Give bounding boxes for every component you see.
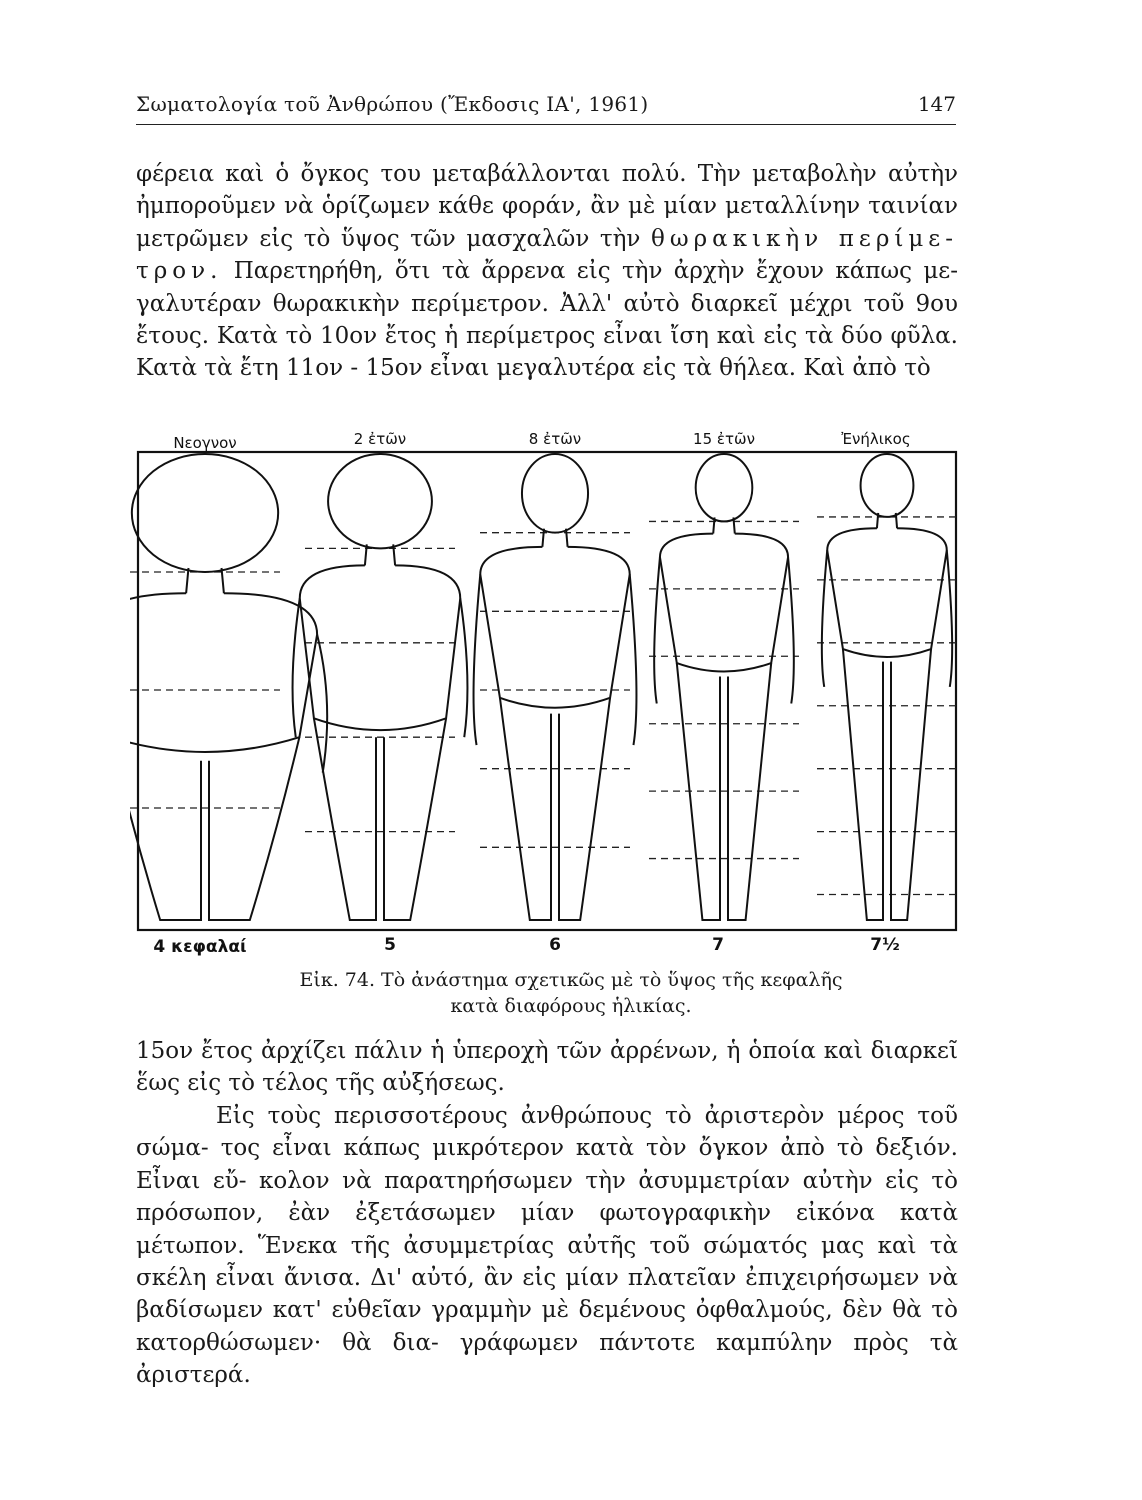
text-line: κολον νὰ παρατηρήσωμεν τὴν ἀσυμμετρίαν αὐτὴν εἰς τὸ πρόσωπον, — [136, 1167, 958, 1227]
torso-outline — [130, 593, 317, 752]
neck-line — [896, 513, 897, 528]
text-line: ἀσυμμετρίας αὐτῆς τοῦ σώματός μας καὶ τὰ σκέλη εἶναι ἄνισα. Δι' — [136, 1232, 959, 1292]
left-arm — [293, 598, 300, 737]
text-line: γαλυτέραν θωρακικὴν περίμετρον. Ἀλλ' αὐτὸ διαρκεῖ μέχρι τοῦ 9ου — [136, 290, 958, 317]
text-line: μετρῶμεν εἰς τὸ ὕψος τῶν μασχαλῶν τὴν — [136, 225, 641, 252]
neck-line — [877, 513, 878, 528]
left-leg — [130, 737, 201, 920]
left-arm — [822, 550, 827, 687]
right-leg — [384, 718, 446, 920]
neck-line — [222, 568, 224, 593]
caption-line: Εἰκ. 74. Τὸ ἀνάστημα σχετικῶς μὲ τὸ ὕψος τῆς κεφαλῆς — [299, 969, 843, 991]
fig-bottom-label: 7 — [712, 935, 724, 955]
left-leg — [843, 649, 883, 920]
neck-line — [186, 568, 188, 593]
text-line: φέρεια καὶ ὁ ὄγκος του μεταβάλλονται πολύ. Τὴν μεταβολὴν αὐτὴν — [136, 161, 958, 187]
page-number: 147 — [917, 92, 956, 116]
text-line: Εἰς τοὺς περισσοτέρους ἀνθρώπους τὸ ἀριστερὸν μέρος τοῦ σώμα- — [136, 1103, 958, 1162]
body-figure — [293, 454, 468, 920]
caption-line: κατὰ διαφόρους ἡλικίας. — [450, 995, 692, 1017]
text-line: γράφωμεν πάντοτε καμπύλην πρὸς τὰ ἀριστερά. — [136, 1329, 958, 1389]
torso-outline — [660, 534, 788, 672]
neck-line — [713, 517, 714, 533]
body-figures — [130, 454, 952, 920]
text-line: ἕως εἰς τὸ τέλος τῆς αὐξήσεως. — [136, 1070, 505, 1097]
torso-outline — [300, 565, 460, 730]
right-arm — [947, 550, 952, 687]
right-leg — [891, 649, 931, 920]
torso-outline — [480, 547, 629, 708]
figure-caption — [136, 967, 1006, 1019]
running-header — [136, 90, 956, 125]
text-line: Παρετηρήθη, ὅτι τὰ ἄρρενα εἰς τὴν ἀρχὴν ἔχουν κάπως με- — [233, 258, 958, 285]
header-title: Σωματολογία τοῦ Ἀνθρώπου (Ἔκδοσις ΙΑ', 1961) — [136, 92, 649, 116]
right-arm — [788, 557, 794, 703]
neck-line — [566, 529, 568, 547]
body-figure — [474, 454, 637, 920]
text-line: Κατὰ τὰ ἔτη 11ον - 15ον εἶναι μεγαλυτέρα εἰς τὰ θήλεα. Καὶ ἀπὸ τὸ — [136, 355, 931, 382]
fig-top-label: Νεογνον — [173, 434, 237, 452]
paragraph-3 — [136, 1100, 958, 1392]
spaced-term: τρον. — [136, 258, 223, 285]
neck-line — [542, 529, 544, 547]
left-arm — [474, 574, 481, 745]
body-figure — [822, 454, 952, 920]
head-outline — [861, 454, 914, 517]
top-labels — [173, 430, 910, 452]
left-leg — [314, 718, 376, 920]
guide-lines — [130, 517, 957, 895]
right-leg — [559, 698, 610, 920]
paragraph-1 — [136, 158, 958, 385]
fig-top-label: 15 ἐτῶν — [693, 430, 755, 448]
text-line: ἠμποροῦμεν νὰ ὁρίζωμεν κάθε φοράν, ἂν μὲ μίαν μεταλλίνην ταινίαν — [136, 193, 958, 220]
text-line: 15ον ἔτος ἀρχίζει πάλιν ἡ ὑπεροχὴ τῶν ἀρρένων, ἡ ὁποία καὶ διαρκεῖ — [136, 1038, 958, 1064]
fig-top-label: 8 ἐτῶν — [528, 430, 582, 448]
bottom-labels — [153, 935, 899, 957]
figure-frame — [138, 452, 956, 930]
text-line: ἐὰν ἐξετάσωμεν μίαν φωτογραφικὴν εἰκόνα κατὰ μέτωπον. Ἕνεκα τῆς — [136, 1200, 958, 1259]
text-line: τος εἶναι κάπως μικρότερον κατὰ τὸν ὄγκον ἀπὸ τὸ δεξιόν. Εἶναι εὔ- — [136, 1135, 958, 1194]
head-outline — [328, 454, 432, 548]
left-leg — [500, 698, 551, 920]
head-outline — [522, 454, 588, 533]
spaced-term: θωρακικὴν περίμε- — [651, 225, 958, 252]
right-arm — [630, 574, 637, 745]
right-arm — [460, 598, 467, 737]
fig-bottom-label: 4 κεφαλαί — [153, 937, 247, 957]
body-figure — [654, 454, 794, 920]
fig-top-label: Ἐνήλικος — [841, 430, 911, 448]
fig-top-label: 2 ἐτῶν — [353, 430, 407, 448]
right-arm — [317, 635, 327, 773]
right-leg — [209, 737, 299, 920]
fig-bottom-label: 5 — [384, 935, 396, 955]
left-arm — [654, 557, 660, 703]
body-figure — [130, 454, 327, 920]
figure-body-proportions — [130, 428, 966, 968]
text-line: αὐτό, ἂν εἰς μίαν πλατεῖαν ἐπιχειρήσωμεν νὰ βαδίσωμεν κατ' εὐθεῖαν — [136, 1265, 958, 1324]
neck-line — [733, 517, 734, 533]
torso-outline — [827, 528, 947, 657]
fig-bottom-label: 7½ — [870, 935, 900, 955]
paragraph-2 — [136, 1035, 958, 1100]
text-line: ἔτους. Κατὰ τὸ 10ον ἔτος ἡ περίμετρος εἶναι ἴση καὶ εἰς τὰ δύο φῦλα. — [136, 323, 958, 350]
head-outline — [696, 454, 753, 521]
text-line: γραμμὴν μὲ δεμένους ὀφθαλμούς, δὲν θὰ τὸ κατορθώσωμεν· θὰ δια- — [136, 1297, 959, 1356]
fig-bottom-label: 6 — [549, 935, 561, 955]
head-outline — [132, 454, 278, 572]
